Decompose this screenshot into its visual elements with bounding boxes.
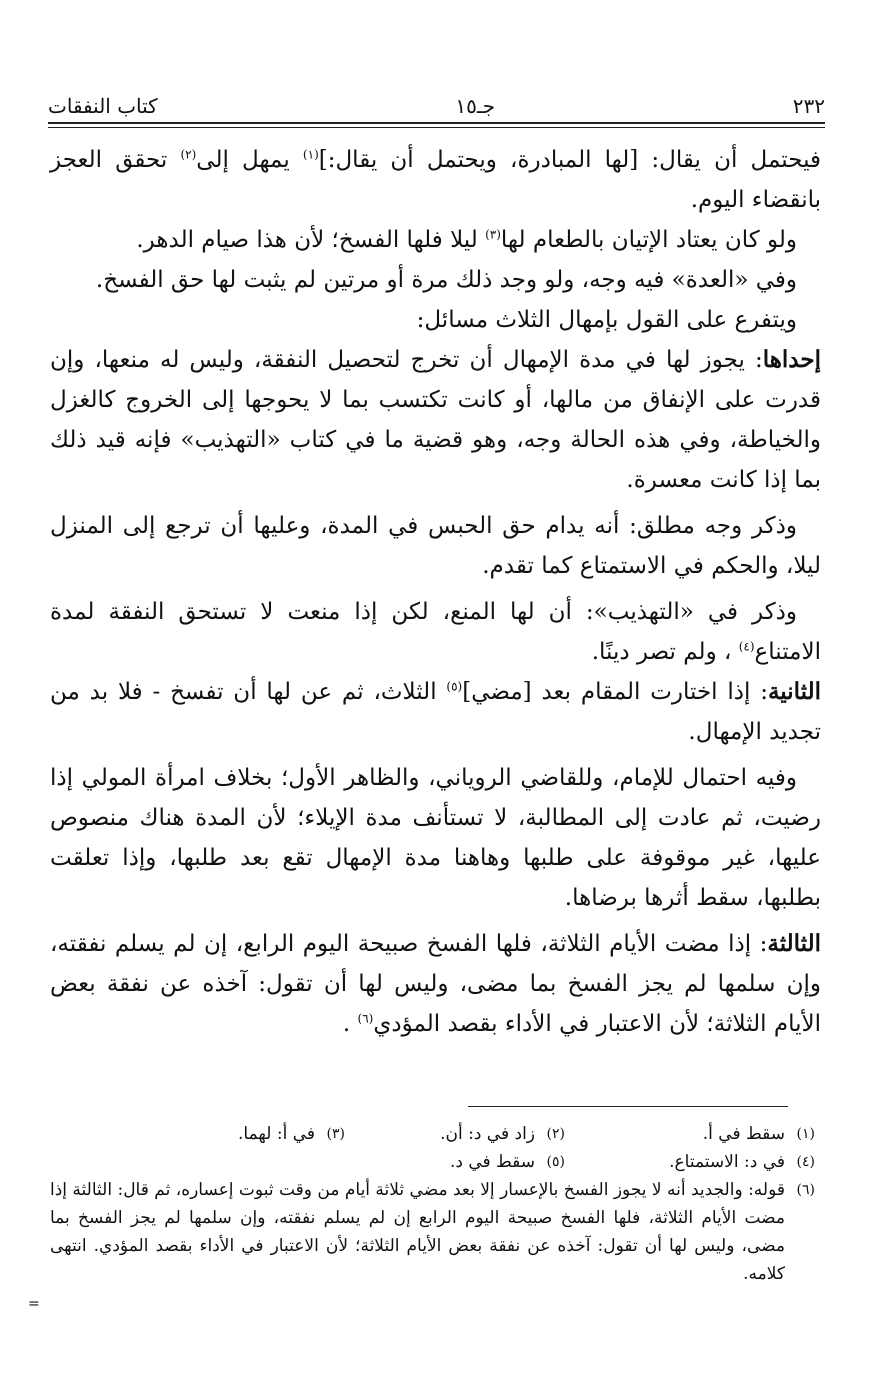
main-text	[50, 140, 821, 1044]
volume-label: جـ١٥	[455, 94, 496, 118]
margin-mark: =	[28, 1296, 40, 1312]
footnote-number: (٣)	[326, 1126, 345, 1142]
text-span: فيحتمل أن يقال: [لها المبادرة، ويحتمل أن يقال:]	[318, 147, 821, 173]
text-span: وذكر في «التهذيب»: أن لها المنع، لكن إذا منعت لا تستحق النفقة لمدة الامتناع	[50, 599, 821, 665]
paragraph	[50, 924, 821, 1044]
footnote-row	[50, 1148, 815, 1176]
footnote	[565, 1120, 815, 1148]
section-label: الثالثة	[767, 930, 821, 957]
text-span: .	[342, 1011, 358, 1037]
footnote	[345, 1120, 565, 1148]
footnote-marker[interactable]: (٢)	[180, 147, 197, 162]
paragraph	[50, 340, 821, 500]
footnote-text: سقط في د.	[449, 1152, 535, 1172]
footnote-number: (١)	[796, 1126, 815, 1142]
text-span: : إذا اختارت المقام بعد [مضي]	[462, 679, 768, 705]
footnote-number: (٤)	[796, 1154, 815, 1170]
footnote-rule	[468, 1106, 788, 1107]
header-rule-thick	[48, 122, 825, 124]
footnote-marker[interactable]: (١)	[302, 147, 319, 162]
text-span: : إذا مضت الأيام الثلاثة، فلها الفسخ صبيحة اليوم الرابع، إن لم يسلم نفقته، وإن سلمها لم يجز الفسخ بما مضى، وليس لها أن تقول: آخذه عن نفقة بعض الأيام الثلاثة؛ لأن الاعتبار في الأداء بقصد المؤدي	[50, 931, 821, 1037]
footnote	[565, 1148, 815, 1176]
paragraph: وفيه احتمال للإمام، وللقاضي الروياني، والظاهر الأول؛ بخلاف امرأة المولي إذا رضيت، ثم عادت إلى المطالبة، لا تستأنف مدة الإيلاء؛ لأن المدة هناك منصوص عليها، غير موقوفة على طلبها وهاهنا مدة الإمهال تقع بعد طلبها، وإذا تعلقت بطلبها، سقط أثرها برضاها.	[50, 765, 821, 911]
footnote	[345, 1148, 565, 1176]
footnote-number: (٥)	[546, 1154, 565, 1170]
paragraph	[50, 592, 821, 672]
footnote-marker[interactable]: (٤)	[738, 639, 755, 654]
footnote-marker[interactable]: (٦)	[357, 1011, 374, 1026]
page-number: ٢٣٢	[792, 94, 825, 118]
text-span: يمهل إلى	[196, 147, 303, 173]
footnote-marker[interactable]: (٣)	[485, 227, 501, 242]
paragraph: وذكر وجه مطلق: أنه يدام حق الحبس في المدة، وعليها أن ترجع إلى المنزل ليلا، والحكم في الاستمتاع كما تقدم.	[50, 513, 821, 579]
header-rule-thin	[48, 127, 825, 128]
text-span: ، ولم تصر دينًا.	[591, 639, 739, 665]
footnote-number: (٢)	[546, 1126, 565, 1142]
paragraph: وفي «العدة» فيه وجه، ولو وجد ذلك مرة أو مرتين لم يثبت لها حق الفسخ.	[95, 267, 797, 293]
footnote-text: زاد في د: أن.	[440, 1124, 535, 1144]
section-label: الثانية	[767, 678, 821, 705]
text-span: : يجوز لها في مدة الإمهال أن تخرج لتحصيل النفقة، وليس له منعها، وإن قدرت على الإنفاق من مالها، أو كانت تكتسب بما لا يحوجها إلى الخروج كالغزل والخياطة، وفي هذه الحالة وجه، وهو قضية ما في كتاب «التهذيب» فإنه قيد ذلك بما إذا كانت معسرة.	[50, 347, 821, 493]
footnote-marker[interactable]: (٥)	[446, 679, 463, 694]
footnote-text: قوله: والجديد أنه لا يجوز الفسخ بالإعسار إلا بعد مضي ثلاثة أيام من وقت ثبوت إعساره، ثم قال: الثالثة إذا مضت الأيام الثلاثة، فلها الفسخ صبيحة اليوم الرابع إن لم يسلم نفقته، وإن سلمها لم يجز الفسخ بما مضى، وليس لها أن تقول: آخذه عن نفقة بعض الأيام الثلاثة؛ لأن الاعتبار في الأداء بقصد المؤدي. انتهى كلامه.	[50, 1180, 785, 1284]
footnote-number: (٦)	[796, 1182, 815, 1198]
paragraph	[50, 140, 821, 220]
text-span: ليلا فلها الفسخ؛ لأن هذا صيام الدهر.	[136, 227, 486, 253]
text-span: تحقق العجز بانقضاء اليوم.	[50, 147, 821, 213]
paragraph	[50, 220, 821, 260]
page-header	[48, 84, 825, 118]
footnote-text: في أ: لهما.	[238, 1124, 315, 1144]
footnote-text: سقط في أ.	[702, 1124, 785, 1144]
paragraph	[50, 672, 821, 752]
paragraph: ويتفرع على القول بإمهال الثلاث مسائل:	[416, 307, 797, 333]
section-label: إحداها	[762, 346, 821, 373]
text-span: ولو كان يعتاد الإتيان بالطعام لها	[500, 227, 797, 253]
text-span: الثلاث، ثم عن لها أن تفسخ - فلا بد من تجديد الإمهال.	[50, 679, 821, 745]
footnote-text: في د: الاستمتاع.	[669, 1152, 785, 1172]
book-title: كتاب النفقات	[48, 94, 158, 118]
footnotes	[50, 1120, 815, 1288]
footnote	[50, 1176, 815, 1288]
footnote-row	[50, 1120, 815, 1148]
footnote	[238, 1120, 345, 1148]
